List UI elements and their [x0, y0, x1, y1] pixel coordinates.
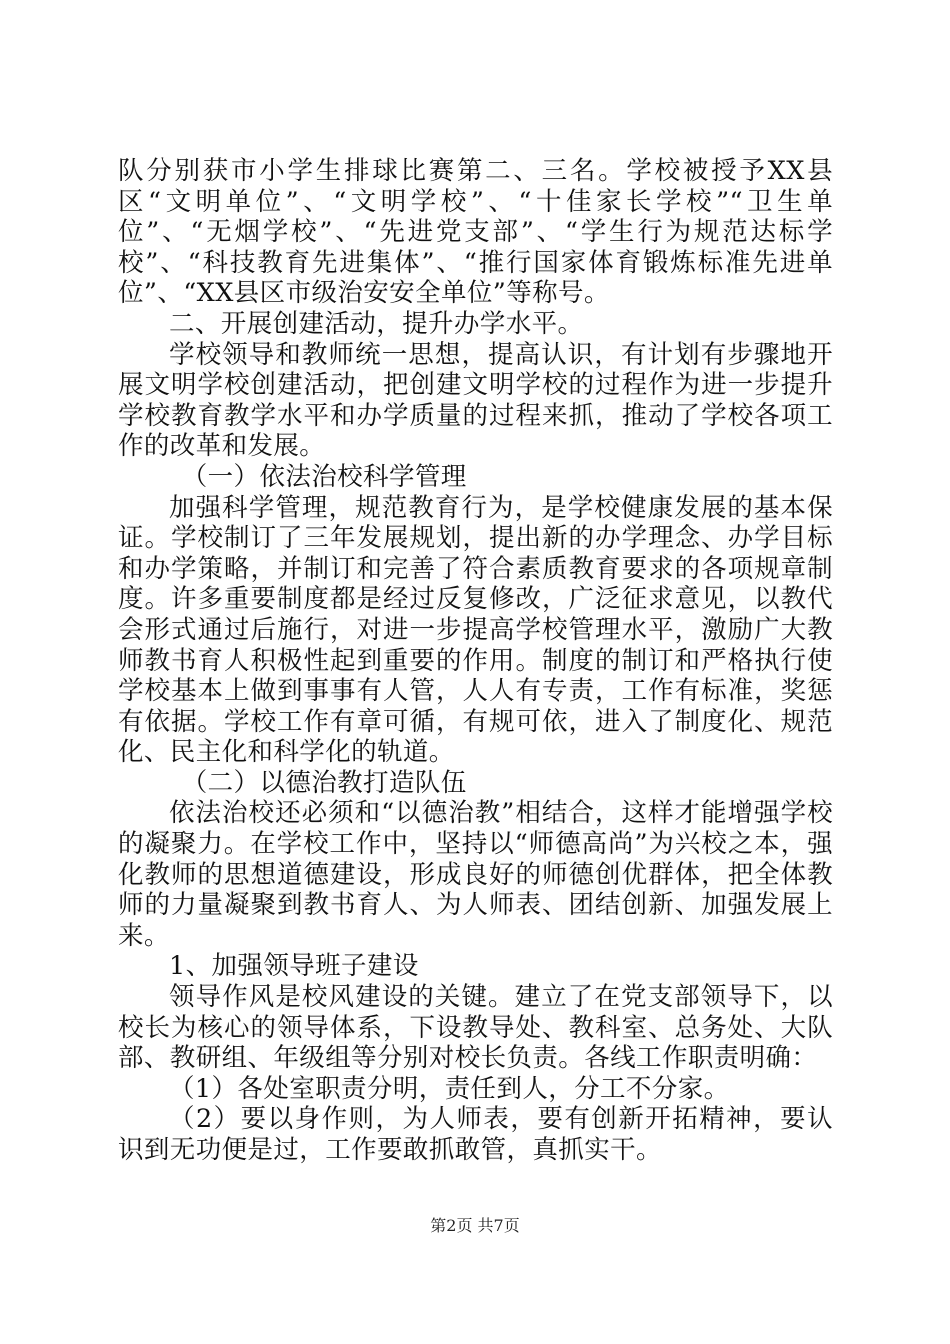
subheading-law-management: （一）依法治校科学管理 — [181, 461, 467, 492]
paragraph-scientific-management: 加强科学管理，规范教育行为，是学校健康发展的基本保证。学校制订了三年发展规划，提出新的办学理念、办学目标和办学策略，并制订和完善了符合素质教育要求的各项规章制度。许多重要制度都是经过反复修改，广泛征求意见，以教代会形式通过后施行，对进一步提高学校管理水平，激励广大教师教书育人积极性起到重要的作用。制度的制订和严格执行使学校基本上做到事事有人管，人人有专责，工作有标准，奖惩有依据。学校工作有章可循，有规可依，进入了制度化、规范化、民主化和科学化的轨道。 — [118, 492, 833, 768]
section-heading-2: 二、开展创建活动，提升办学水平。 — [169, 308, 584, 339]
subheading-virtue-team: （二）以德治教打造队伍 — [181, 767, 467, 798]
subheading-leadership-building: 1、加强领导班子建设 — [169, 951, 419, 982]
list-item-2: （2）要以身作则，为人师表，要有创新开拓精神，要认识到无功便是过，工作要敢抓敢管，真抓实干。 — [118, 1104, 833, 1165]
paragraph-honors-continued: 队分别获市小学生排球比赛第二、三名。学校被授予XX县区“文明单位”、“文明学校”、“十佳家长学校”“卫生单位”、“无烟学校”、“先进党支部”、“学生行为规范达标学校”、“科技教育先进集体”、“推行国家体育锻炼标准先进单位”、“XX县区市级治安安全单位”等称号。 — [118, 156, 833, 309]
paragraph-creation-activities: 学校领导和教师统一思想，提高认识，有计划有步骤地开展文明学校创建活动，把创建文明学校的过程作为进一步提升学校教育教学水平和办学质量的过程来抓，推动了学校各项工作的改革和发展。 — [118, 339, 833, 462]
paragraph-leadership-style: 领导作风是校风建设的关键。建立了在党支部领导下，以校长为核心的领导体系，下设教导处、教科室、总务处、大队部、教研组、年级组等分别对校长负责。各线工作职责明确： — [118, 982, 833, 1074]
document-body — [118, 156, 833, 1166]
page-number-footer: 第2页 共7页 — [430, 1216, 520, 1235]
paragraph-virtue-education: 依法治校还必须和“以德治教”相结合，这样才能增强学校的凝聚力。在学校工作中，坚持以“师德高尚”为兴校之本，强化教师的思想道德建设，形成良好的师德创优群体，把全体教师的力量凝聚到教书育人、为人师表、团结创新、加强发展上来。 — [118, 798, 833, 951]
list-item-1: （1）各处室职责分明，责任到人，分工不分家。 — [169, 1073, 730, 1104]
